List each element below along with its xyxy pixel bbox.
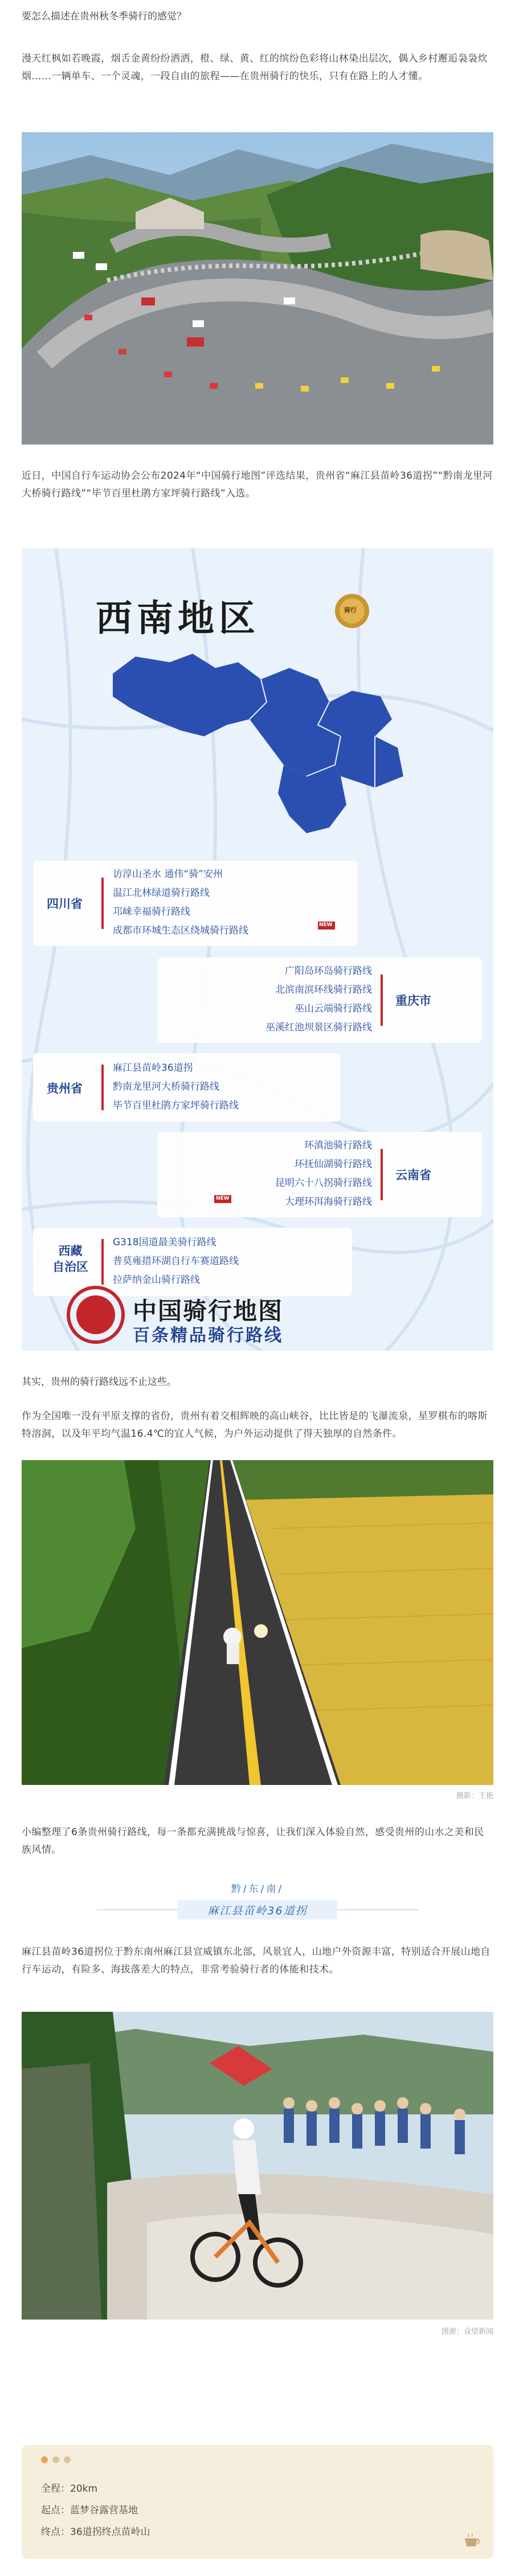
route-item: 黔南龙里河大桥骑行路线 (113, 1081, 219, 1093)
more-paragraph: 作为全国唯一没有平原支撑的省份，贵州有着交相辉映的高山峡谷，比比皆是的飞瀑流泉，星罗棋布的喀斯特溶洞，以及年平均气温16.4℃的宜人气候，为户外运动提供了得天独厚的自然条件。 (22, 1411, 488, 1440)
rice-field-road-photo (22, 1460, 493, 1785)
cycling-race-photo (22, 132, 493, 445)
route-item: 环滇池骑行路线 (304, 1140, 372, 1151)
region-label-tibet-line1: 西藏 (58, 1245, 83, 1258)
route-list-guizhou (113, 1059, 239, 1115)
route-list-yunnan (170, 1136, 372, 1212)
photo-credit: 图源：众望新闻 (441, 2328, 493, 2336)
intro-paragraph: 漫天红枫如若晚霞，烟舌金黄纷纷洒洒，橙、绿、黄、红的缤纷色彩将山林染出层次，偶入乡村邂逅袅袅炊烟……一辆单车、一个灵魂，一段自由的旅程——在贵州骑行的快乐，只有在路上的人才懂。 (22, 53, 488, 82)
route-item: 毕节百里杜鹃方家坪骑行路线 (113, 1100, 239, 1111)
more-line: 其实，贵州的骑行路线远不止这些。 (22, 1376, 177, 1388)
section-title: 麻江县苗岭36道拐 (207, 1905, 308, 1917)
map-badge-text: 骑行 (344, 606, 357, 614)
mountain-biker-photo (22, 2012, 493, 2320)
new-badge: NEW (319, 922, 333, 928)
photo-credit: 摄影：王艳 (456, 1792, 493, 1800)
route-item: 拉萨纳金山骑行路线 (113, 1274, 200, 1286)
route-list-sichuan (113, 865, 248, 940)
detail-paragraph: 麻江县苗岭36道拐位于黔东南州麻江县宣威镇东北部，风景宜人，山地户外资源丰富，特别适合开展山地自行车运动，有险多、海拔落差大的特点，非常考验骑行者的体能和技术。 (22, 1946, 491, 1975)
route-list-tibet (113, 1233, 239, 1290)
region-label-tibet (52, 1244, 88, 1275)
new-badge: NEW (216, 1196, 230, 1201)
route-item: 环抚仙湖骑行路线 (295, 1159, 372, 1170)
route-item: 普莫雍措环湖自行车赛道路线 (113, 1256, 239, 1267)
route-item: 访淳山圣水 通伟“骑”安州 (113, 869, 223, 880)
card-dot (41, 2456, 48, 2463)
route-item: 北滨南滨环线骑行路线 (275, 984, 372, 996)
brand-title: 中国骑行地图 (133, 1298, 284, 1324)
region-label-tibet-line2: 自治区 (52, 1261, 88, 1274)
region-label-yunnan: 云南省 (395, 1169, 431, 1182)
route-end: 终点：36道拐终点苗岭山 (41, 2526, 150, 2538)
route-item: 巫溪红池坝景区骑行路线 (265, 1022, 372, 1033)
route-item: 昆明六十八拐骑行路线 (275, 1177, 372, 1189)
southwest-cycling-map (22, 548, 493, 1351)
route-info-card (22, 2445, 493, 2559)
section-region: 黔/东/南/ (231, 1884, 284, 1895)
route-item: 大理环洱海骑行路线 (285, 1196, 372, 1208)
map-title: 西南地区 (96, 598, 260, 639)
route-item: G318国道最美骑行路线 (113, 1237, 216, 1248)
card-dot (64, 2456, 71, 2463)
card-dot (52, 2456, 59, 2463)
intro-question: 要怎么描述在贵州秋冬季骑行的感觉？ (22, 11, 186, 22)
route-item: 广阳岛环岛骑行路线 (285, 965, 372, 977)
guide-paragraph: 小编整理了6条贵州骑行路线，每一条都充满挑战与惊喜，让我们深入体验自然，感受贵州的山水之美和民族风情。 (22, 1827, 484, 1856)
route-item: 成都市环城生态区绕城骑行路线 (113, 925, 248, 936)
route-item: 温江北林绿道骑行路线 (113, 887, 210, 899)
route-item: 巫山云端骑行路线 (295, 1003, 372, 1014)
route-start: 起点：蓝梦谷露营基地 (41, 2505, 138, 2516)
route-item: 邛崃幸福骑行路线 (113, 906, 190, 918)
brand-subtitle: 百条精品骑行路线 (133, 1326, 283, 1345)
region-label-guizhou: 贵州省 (47, 1082, 83, 1095)
route-distance: 全程：20km (41, 2483, 98, 2495)
news-paragraph: 近日，中国自行车运动协会公布2024年“中国骑行地图”评选结果，贵州省“麻江县苗岭36道拐”“黔南龙里河大桥骑行路线”“毕节百里杜鹃方家坪骑行路线”入选。 (22, 470, 493, 499)
region-label-sichuan: 四川省 (47, 898, 83, 911)
region-label-chongqing: 重庆市 (395, 994, 431, 1008)
route-list-chongqing (170, 962, 372, 1037)
route-item: 麻江县苗岭36道拐 (113, 1062, 193, 1074)
teacup-icon (463, 2530, 482, 2550)
